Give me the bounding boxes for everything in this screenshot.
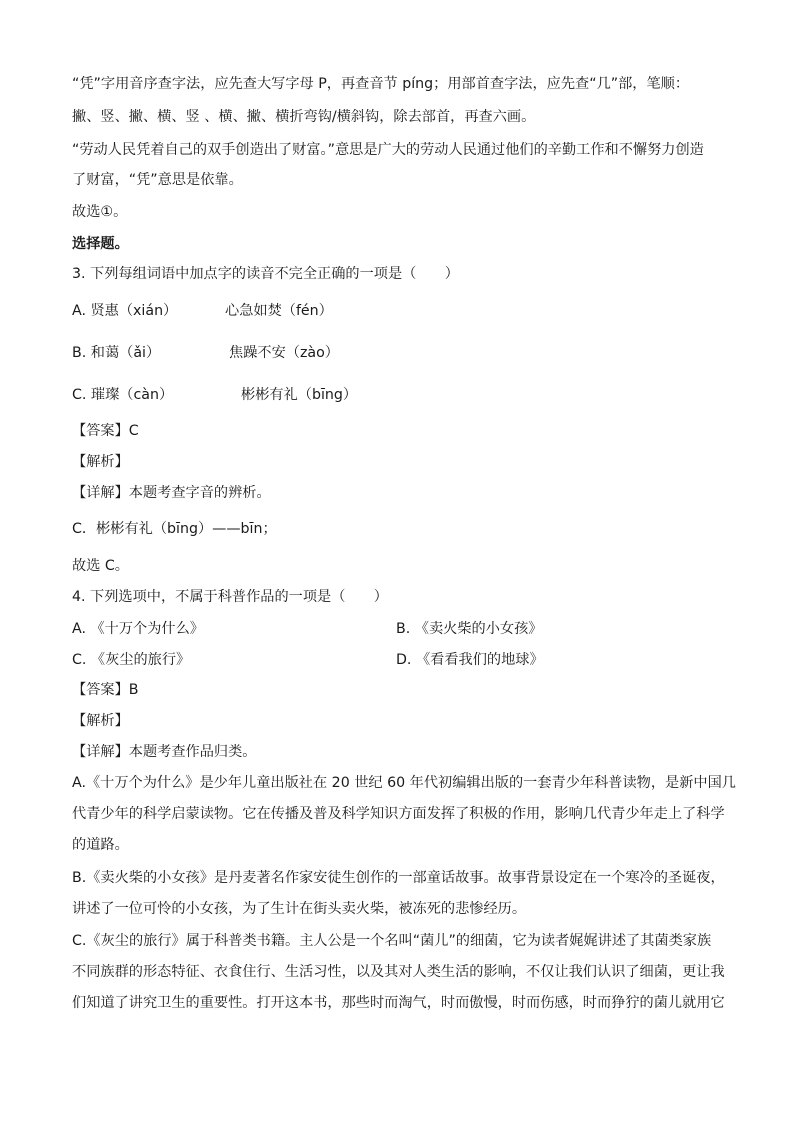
conclusion-line: 故选 C。: [72, 558, 129, 574]
option-c: C. 《灰尘的旅行》: [72, 652, 191, 668]
option-b-left: B. 和蔼（ǎi）: [72, 345, 161, 361]
option-b: B. 《卖火柴的小女孩》: [396, 621, 543, 637]
analysis-label: 【解析】: [72, 454, 129, 470]
option-a: A. 《十万个为什么》: [72, 621, 204, 637]
text-line: 故选①。: [72, 204, 128, 220]
detail-line: 【详解】本题考查字音的辨析。: [72, 485, 271, 501]
paragraph-line: A.《十万个为什么》是少年儿童出版社在 20 世纪 60 年代初编辑出版的一套青少年科普读物，是新中国几: [72, 775, 736, 791]
detail-line: 【详解】本题考查作品归类。: [72, 744, 257, 760]
question-4: 4. 下列选项中，不属于科普作品的一项是（ ）: [72, 589, 388, 605]
option-c-left: C. 璀璨（càn）: [72, 387, 174, 403]
answer-label: 【答案】B: [72, 682, 139, 698]
paragraph-line: 代青少年的科学启蒙读物。它在传播及普及科学知识方面发挥了积极的作用，影响几代青少年走上了科学: [72, 806, 725, 822]
answer-label: 【答案】C: [72, 423, 139, 439]
text-line: “劳动人民凭着自己的双手创造出了财富。”意思是广大的劳动人民通过他们的辛勤工作和不懈努力创造: [72, 142, 704, 158]
paragraph-line: 们知道了讲究卫生的重要性。打开这本书，那些时而淘气，时而傲慢，时而伤感，时而狰狞的菌儿就用它: [72, 995, 725, 1011]
section-heading: 选择题。: [72, 236, 129, 252]
detail-line: C．彬彬有礼（bīng）——bīn；: [72, 521, 277, 537]
question-3: 3. 下列每组词语中加点字的读音不完全正确的一项是（ ）: [72, 266, 459, 282]
paragraph-line: C.《灰尘的旅行》属于科普类书籍。主人公是一个名叫“菌儿”的细菌，它为读者娓娓讲述了其菌类家族: [72, 933, 712, 949]
option-a-right: 心急如焚（fén）: [225, 303, 333, 319]
paragraph-line: 的道路。: [72, 837, 129, 853]
option-b-right: 焦躁不安（zào）: [229, 345, 339, 361]
text-line: “凭”字用音序查字法，应先查大写字母 P，再查音节 píng；用部首查字法，应先查“几”部，笔顺：: [72, 76, 690, 92]
option-d: D. 《看看我们的地球》: [396, 652, 544, 668]
text-line: 了财富，“凭”意思是依靠。: [72, 172, 243, 188]
option-c-right: 彬彬有礼（bīng）: [241, 387, 358, 403]
paragraph-line: 不同族群的形态特征、衣食住行、生活习性，以及其对人类生活的影响，不仅让我们认识了细菌，更让我: [72, 964, 725, 980]
paragraph-line: 讲述了一位可怜的小女孩，为了生计在街头卖火柴，被冻死的悲惨经历。: [72, 901, 527, 917]
paragraph-line: B.《卖火柴的小女孩》是丹麦著名作家安徒生创作的一部童话故事。故事背景设定在一个寒冷的圣诞夜，: [72, 870, 725, 886]
option-a-left: A. 贤惠（xián）: [72, 303, 178, 319]
text-line: 撇、竖、撇、横、竖 、横、撇、横折弯钩/横斜钩，除去部首，再查六画。: [72, 109, 536, 125]
analysis-label: 【解析】: [72, 713, 129, 729]
